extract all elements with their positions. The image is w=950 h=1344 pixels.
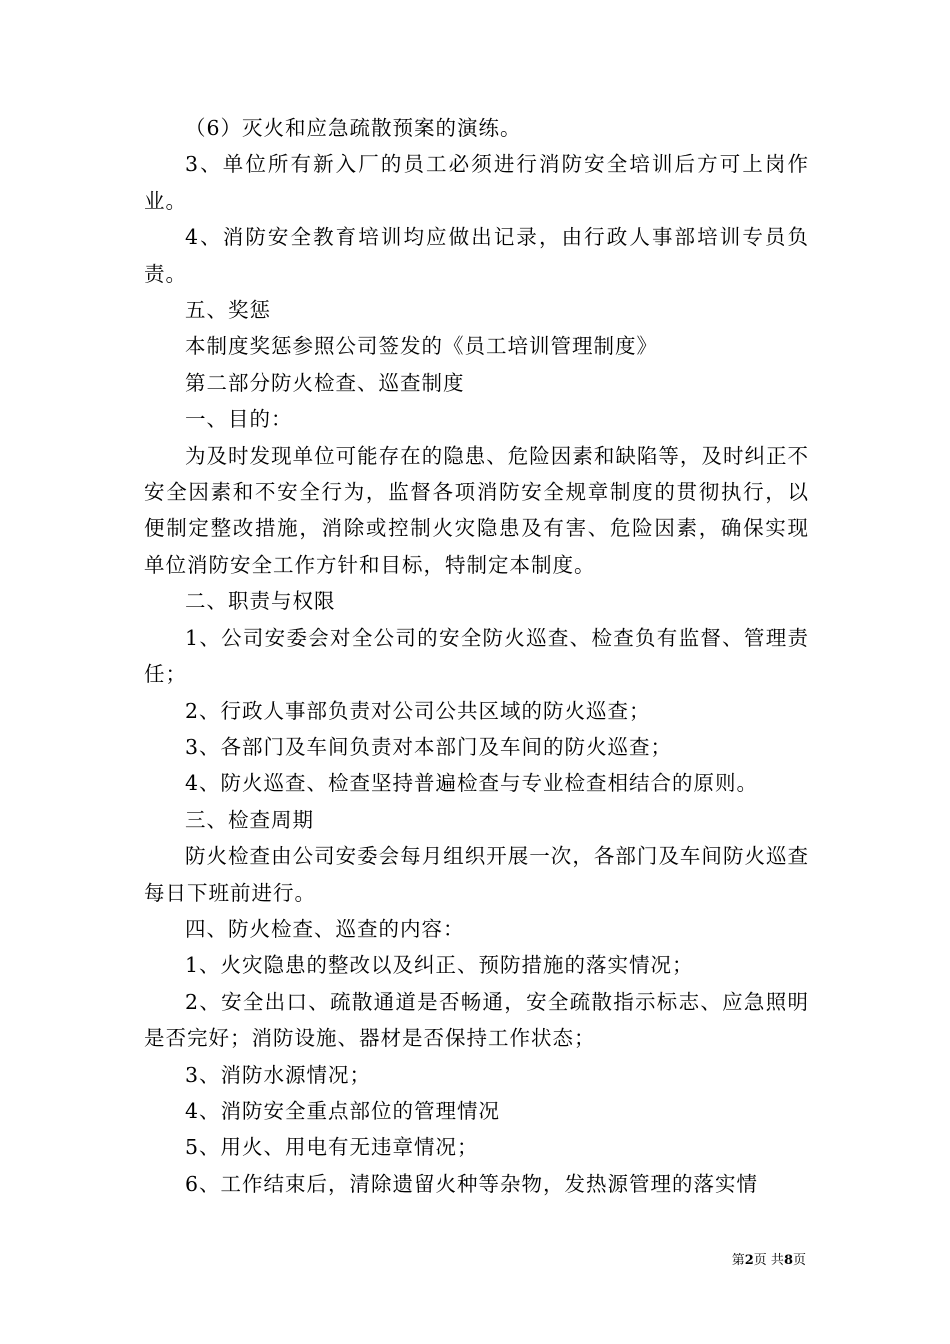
document-body: [144, 110, 809, 1202]
section-heading: 三、检查周期: [185, 807, 314, 832]
page-number-footer: [0, 1249, 806, 1268]
paragraph: 1、火灾隐患的整改以及纠正、预防措施的落实情况；: [185, 953, 694, 978]
paragraph: 3、消防水源情况；: [185, 1062, 372, 1087]
paragraph: 4、消防安全教育培训均应做出记录，由行政人事部培训专员负责。: [144, 225, 809, 286]
footer-prefix: 第: [731, 1253, 745, 1268]
paragraph: 5、用火、用电有无违章情况；: [185, 1135, 479, 1160]
paragraph: 防火检查由公司安委会每月组织开展一次，各部门及车间防火巡查每日下班前进行。: [144, 844, 809, 905]
paragraph: 4、防火巡查、检查坚持普遍检查与专业检查相结合的原则。: [185, 771, 759, 796]
section-heading: 五、奖惩: [185, 298, 271, 323]
footer-suffix: 页: [792, 1253, 806, 1268]
total-page-number: 8: [783, 1253, 793, 1268]
paragraph: 2、行政人事部负责对公司公共区域的防火巡查；: [185, 698, 651, 723]
paragraph: 为及时发现单位可能存在的隐患、危险因素和缺陷等，及时纠正不安全因素和不安全行为，监督各项消防安全规章制度的贯彻执行，以便制定整改措施，消除或控制火灾隐患及有害、危险因素，确保实现单位消防安全工作方针和目标，特制定本制度。: [144, 443, 809, 577]
paragraph: 本制度奖惩参照公司签发的《员工培训管理制度》: [185, 334, 658, 359]
paragraph: 1、公司安委会对全公司的安全防火巡查、检查负有监督、管理责任；: [144, 625, 809, 687]
part-heading: 第二部分防火检查、巡查制度: [185, 370, 465, 395]
current-page-number: 2: [744, 1253, 754, 1268]
section-heading: 二、职责与权限: [185, 589, 336, 614]
paragraph: 2、安全出口、疏散通道是否畅通，安全疏散指示标志、应急照明是否完好；消防设施、器材是否保持工作状态；: [144, 989, 809, 1051]
paragraph: 6、工作结束后，清除遗留火种等杂物，发热源管理的落实情: [185, 1171, 759, 1196]
paragraph: 3、各部门及车间负责对本部门及车间的防火巡查；: [185, 734, 673, 759]
footer-middle: 页 共: [753, 1253, 784, 1268]
section-heading: 一、目的：: [185, 407, 293, 432]
paragraph: 4、消防安全重点部位的管理情况: [185, 1098, 501, 1123]
paragraph: 3、单位所有新入厂的员工必须进行消防安全培训后方可上岗作业。: [144, 152, 809, 213]
paragraph: （6）灭火和应急疏散预案的演练。: [185, 116, 522, 140]
section-heading: 四、防火检查、巡查的内容：: [185, 916, 465, 941]
